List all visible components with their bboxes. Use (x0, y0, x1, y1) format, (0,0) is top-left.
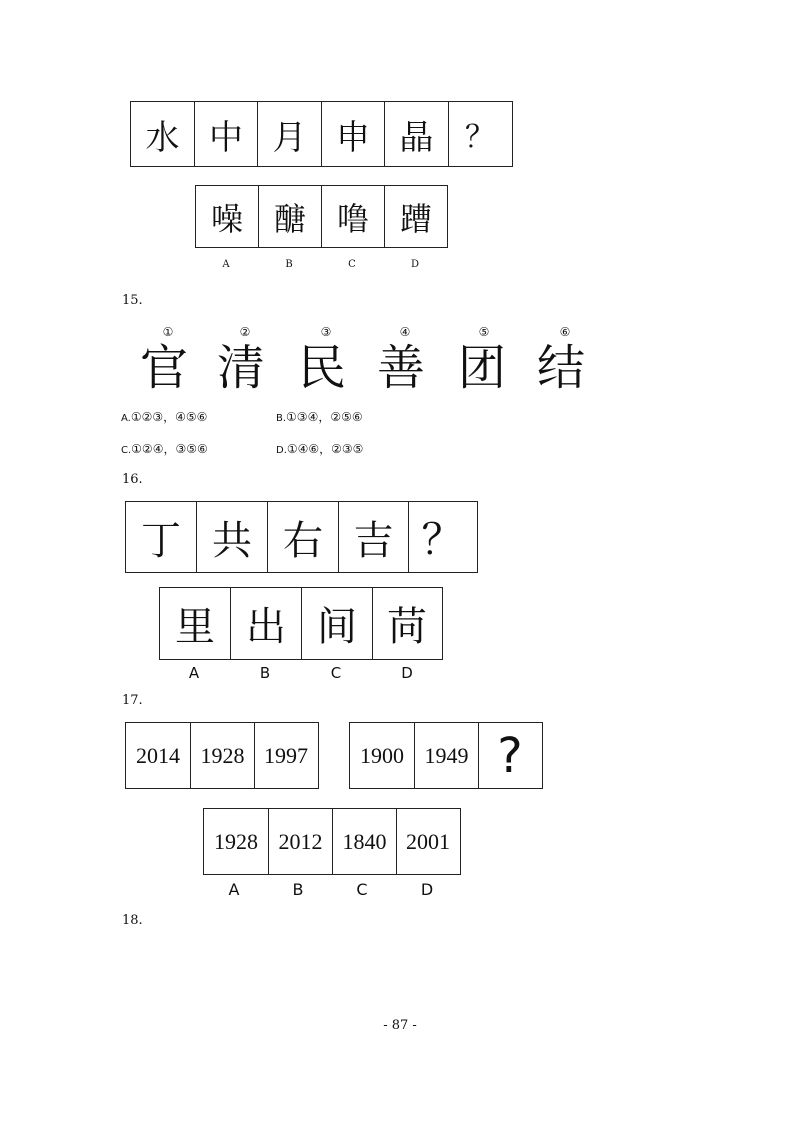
q14-seq-question-mark: ？ (465, 120, 495, 155)
q15-number: 15. (122, 293, 143, 308)
q16-sequence-row (125, 501, 478, 573)
q17-group1-cell: 2014 (126, 723, 191, 788)
q15-choice-b-text: ①③④，②⑤⑥ (286, 410, 363, 424)
q14-label-a: A (222, 259, 230, 270)
q16-seq-question-mark: ？ (421, 515, 464, 564)
q15-char-4: 善 (377, 340, 426, 396)
q15-choice-d-key: D. (276, 445, 287, 456)
q16-option-b[interactable]: 出 (231, 588, 302, 659)
q16-options-row (159, 587, 443, 660)
q17-group1-cell: 1928 (191, 723, 255, 788)
q15-choice-a[interactable] (121, 408, 207, 425)
q14-label-b: B (285, 259, 293, 270)
q14-label-c: C (348, 259, 356, 270)
q14-seq-cell: 晶 (385, 102, 449, 166)
q16-label-a: A (188, 664, 200, 682)
q15-choice-d-text: ①④⑥，②③⑤ (286, 442, 364, 456)
q14-options-row (195, 185, 448, 248)
q15-choice-c-text: ①②④，③⑤⑥ (131, 442, 208, 456)
q16-number: 16. (122, 472, 143, 487)
q16-label-b: B (259, 664, 271, 682)
q14-option-b[interactable]: 醣 (259, 186, 322, 247)
q16-seq-cell: 右 (268, 502, 339, 572)
q14-seq-cell: 月 (258, 102, 322, 166)
q16-label-c: C (330, 664, 342, 682)
q14-label-d: D (410, 259, 420, 270)
q17-group1-cell: 1997 (264, 742, 308, 768)
q17-option-b[interactable]: 2012 (269, 809, 333, 874)
q15-choice-b-key: B. (276, 413, 287, 424)
q14-seq-cell: 申 (322, 102, 385, 166)
q17-group2-question-mark: ? (497, 727, 523, 784)
q15-circled-1: ① (162, 325, 174, 339)
q14-sequence-row (130, 101, 513, 167)
q15-choice-c[interactable] (121, 440, 208, 457)
q17-group2-cell: 1949 (415, 723, 479, 788)
page-number: - 87 - (383, 1018, 417, 1033)
q15-char-6: 结 (537, 340, 586, 396)
q15-circled-3: ③ (320, 325, 332, 339)
q15-char-1: 官 (140, 340, 189, 396)
q17-option-d[interactable]: 2001 (406, 828, 450, 854)
q17-group2-cell: 1900 (350, 723, 415, 788)
q17-option-c[interactable]: 1840 (333, 809, 397, 874)
q15-char-5: 团 (458, 340, 507, 396)
q17-label-c: C (356, 880, 368, 899)
q16-option-d[interactable]: 苘 (387, 604, 427, 650)
q17-number: 17. (122, 693, 143, 708)
q17-option-a[interactable]: 1928 (204, 809, 269, 874)
q15-choice-a-key: A. (121, 413, 131, 424)
q14-seq-cell: 中 (195, 102, 258, 166)
q15-circled-5: ⑤ (478, 325, 490, 339)
q16-option-c[interactable]: 间 (302, 588, 373, 659)
q14-option-a[interactable]: 噪 (196, 186, 259, 247)
q15-char-2: 清 (217, 340, 266, 396)
q14-option-c[interactable]: 噜 (322, 186, 385, 247)
q15-circled-4: ④ (399, 325, 411, 339)
q17-label-a: A (228, 880, 240, 899)
q17-options-row (203, 808, 461, 875)
q15-choice-c-key: C. (121, 445, 132, 456)
q15-choice-a-text: ①②③，④⑤⑥ (130, 410, 208, 424)
q17-group1-row (125, 722, 319, 789)
q14-seq-cell: 水 (131, 102, 195, 166)
q14-option-d[interactable]: 蹧 (399, 199, 432, 238)
q16-option-a[interactable]: 里 (160, 588, 231, 659)
q16-seq-cell: 吉 (339, 502, 409, 572)
q15-circled-6: ⑥ (559, 325, 571, 339)
q16-label-d: D (401, 664, 413, 682)
q16-seq-cell: 共 (197, 502, 268, 572)
q18-number: 18. (122, 913, 143, 928)
q17-group2-row (349, 722, 543, 789)
q15-choice-b[interactable] (276, 408, 363, 425)
q17-label-b: B (292, 880, 304, 899)
q16-seq-cell: 丁 (126, 502, 197, 572)
q17-label-d: D (420, 880, 434, 899)
q15-char-3: 民 (298, 340, 347, 396)
q15-choice-d[interactable] (276, 440, 363, 457)
q15-circled-2: ② (239, 325, 251, 339)
